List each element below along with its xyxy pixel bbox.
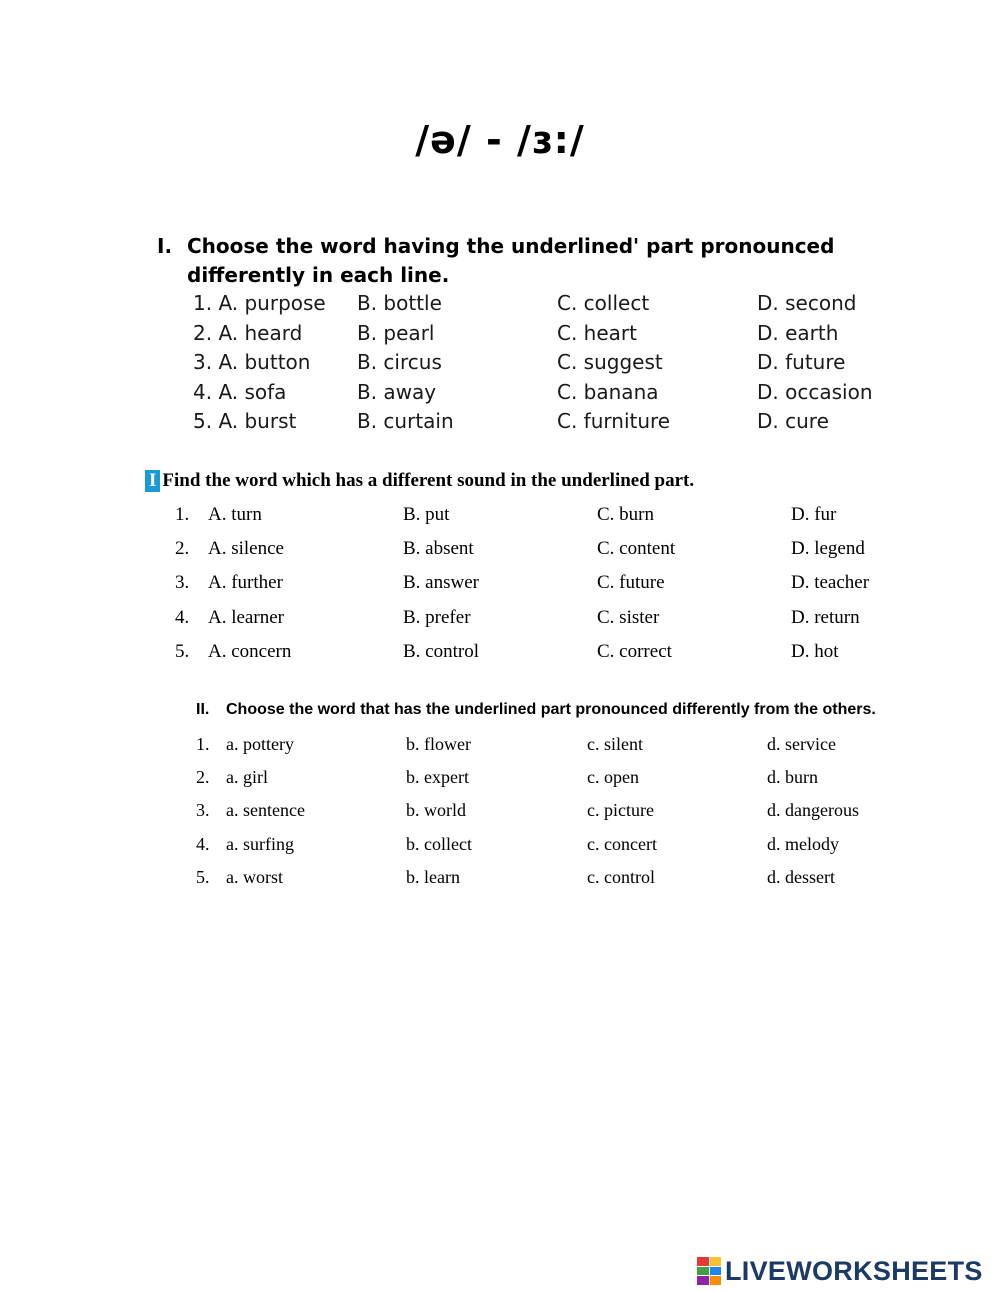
answer-option[interactable]: a. pottery (226, 734, 294, 754)
question-row (193, 380, 913, 409)
question-number: 2. (196, 767, 210, 788)
logo-tile (710, 1267, 722, 1276)
question-number: 3. (196, 800, 210, 821)
answer-option[interactable]: D. earth (757, 320, 839, 345)
answer-option[interactable]: D. return (791, 606, 860, 628)
answer-option[interactable]: 4. A. sofa (193, 379, 287, 404)
question-number: 1. (175, 504, 190, 525)
answer-option[interactable]: A. turn (208, 504, 262, 525)
answer-option[interactable]: c. picture (587, 800, 654, 821)
answer-option[interactable]: D. occasion (757, 379, 873, 404)
answer-option[interactable]: 3. A. button (193, 350, 311, 374)
answer-option[interactable]: c. concert (587, 833, 657, 854)
answer-option[interactable]: B. put (403, 504, 450, 525)
answer-option[interactable]: d. melody (767, 833, 839, 854)
answer-option[interactable]: d. burn (767, 767, 818, 788)
question-number: 1. (196, 734, 210, 754)
question-row (175, 641, 895, 671)
answer-option[interactable]: 2. A. heard (193, 320, 303, 345)
logo-tile (710, 1276, 722, 1285)
answer-option[interactable]: a. worst (226, 866, 283, 887)
answer-option[interactable]: c. open (587, 767, 639, 788)
answer-option[interactable]: C. heart (557, 320, 637, 345)
section-1-heading (157, 232, 917, 290)
answer-option[interactable]: d. service (767, 734, 836, 754)
answer-option[interactable]: D. hot (791, 640, 839, 662)
logo-tile (697, 1276, 709, 1285)
liveworksheets-logo-icon (697, 1257, 721, 1285)
answer-option[interactable]: C. future (597, 572, 665, 594)
section-2-heading-text: Find the word which has a different sound in the underlined part. (162, 470, 695, 491)
answer-option[interactable]: D. teacher (791, 572, 870, 594)
question-number: 4. (196, 833, 210, 854)
answer-option[interactable]: c. control (587, 866, 655, 887)
question-row (193, 409, 913, 438)
answer-option[interactable]: a. surfing (226, 833, 294, 854)
answer-option[interactable]: A. silence (208, 538, 284, 560)
answer-option[interactable]: d. dessert (767, 866, 835, 887)
question-row (196, 867, 896, 895)
answer-option[interactable]: 1. A. purpose (193, 291, 326, 315)
answer-option[interactable]: C. collect (557, 291, 650, 315)
question-row (196, 834, 896, 862)
logo-tile (697, 1257, 709, 1266)
answer-option[interactable]: b. expert (406, 767, 469, 788)
answer-option[interactable]: D. fur (791, 504, 837, 525)
answer-option[interactable]: a. sentence (226, 800, 305, 821)
answer-option[interactable]: B. prefer (403, 606, 471, 628)
question-row (193, 291, 913, 320)
answer-option[interactable]: b. world (406, 800, 466, 821)
question-row (175, 538, 895, 568)
answer-option[interactable]: C. furniture (557, 409, 671, 433)
answer-option[interactable]: B. away (357, 379, 437, 404)
answer-option[interactable]: B. pearl (357, 320, 435, 345)
answer-option[interactable]: 5. A. burst (193, 409, 297, 433)
answer-option[interactable]: b. flower (406, 734, 471, 754)
liveworksheets-brand: LIVEWORKSHEETS (725, 1255, 983, 1286)
question-row (196, 800, 896, 828)
logo-tile (697, 1267, 709, 1276)
answer-option[interactable]: B. control (403, 640, 479, 662)
answer-option[interactable]: D. future (757, 350, 846, 374)
section-1-number: I. (157, 234, 173, 258)
section-3-number: II. (196, 701, 210, 718)
question-row (175, 572, 895, 602)
page-title: /ə/ - /ɜ:/ (415, 118, 585, 162)
answer-option[interactable]: A. concern (208, 640, 292, 662)
answer-option[interactable]: B. bottle (357, 291, 442, 315)
answer-option[interactable]: B. absent (403, 538, 474, 560)
answer-option[interactable]: a. girl (226, 767, 268, 788)
question-number: 3. (175, 572, 190, 594)
answer-option[interactable]: C. content (597, 538, 676, 560)
section-1-heading-line1: Choose the word having the underlined' part pronounced (187, 234, 835, 258)
liveworksheets-footer (697, 1255, 997, 1287)
answer-option[interactable]: B. answer (403, 572, 479, 594)
answer-option[interactable]: b. learn (406, 866, 460, 887)
logo-tile (710, 1257, 722, 1266)
question-row (196, 734, 896, 762)
question-row (193, 350, 913, 379)
question-number: 5. (196, 866, 210, 887)
question-number: 2. (175, 538, 190, 560)
section-2-badge: I (145, 470, 160, 492)
answer-option[interactable]: b. collect (406, 833, 472, 854)
answer-option[interactable]: c. silent (587, 734, 643, 754)
section-3-heading-text: Choose the word that has the underlined part pronounced differently from the others. (226, 701, 876, 718)
answer-option[interactable]: C. suggest (557, 350, 663, 374)
question-row (175, 607, 895, 637)
answer-option[interactable]: C. banana (557, 379, 659, 404)
question-number: 4. (175, 606, 190, 628)
section-2-heading (145, 470, 694, 492)
answer-option[interactable]: C. sister (597, 606, 660, 628)
section-1-heading-line2: differently in each line. (187, 263, 450, 287)
answer-option[interactable]: B. curtain (357, 409, 454, 433)
answer-option[interactable]: A. learner (208, 606, 284, 628)
question-row (175, 504, 895, 534)
answer-option[interactable]: A. further (208, 572, 283, 594)
answer-option[interactable]: D. cure (757, 409, 829, 433)
answer-option[interactable]: C. correct (597, 640, 672, 662)
section-3-heading (196, 701, 876, 719)
question-row (196, 767, 896, 795)
question-row (193, 321, 913, 350)
answer-option[interactable]: d. dangerous (767, 800, 859, 821)
answer-option[interactable]: D. second (757, 291, 857, 315)
question-number: 5. (175, 640, 190, 662)
answer-option[interactable]: B. circus (357, 350, 442, 374)
answer-option[interactable]: D. legend (791, 538, 865, 560)
answer-option[interactable]: C. burn (597, 504, 654, 525)
